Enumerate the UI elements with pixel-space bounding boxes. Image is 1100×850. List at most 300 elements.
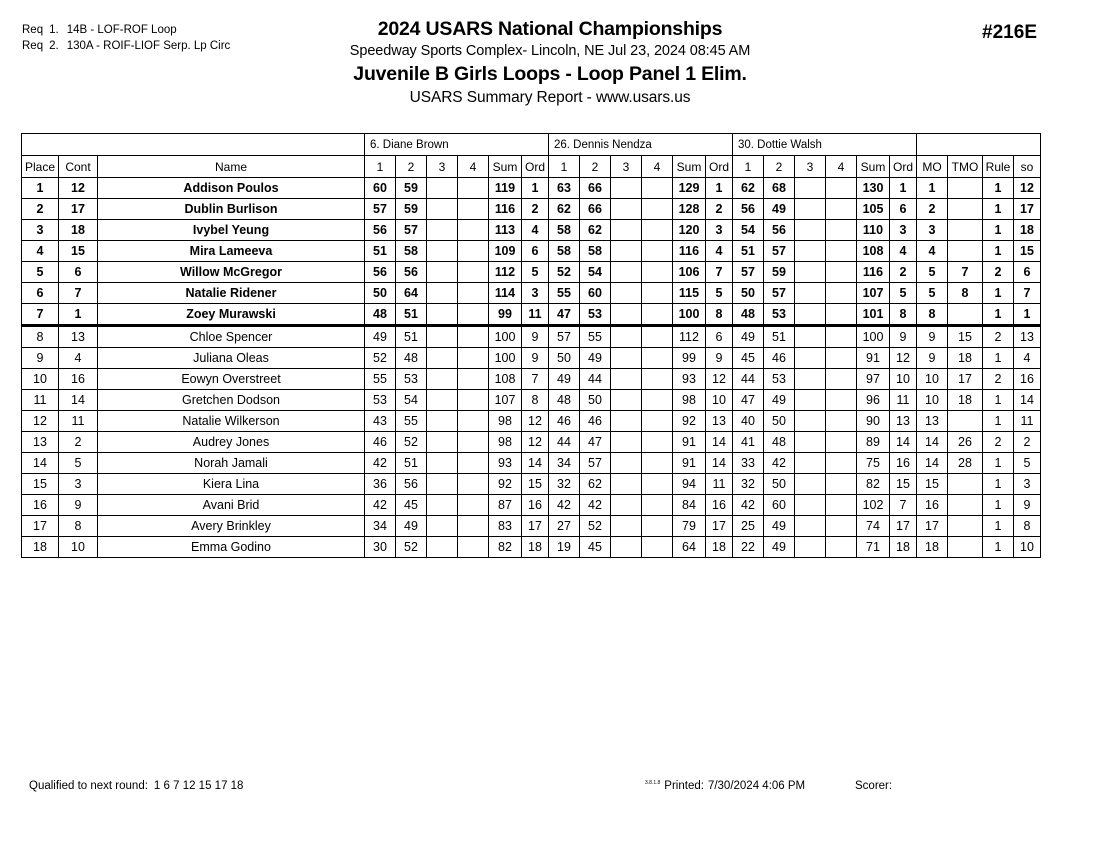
printed-timestamp: 7/30/2024 4:06 PM [707, 780, 806, 792]
cell-judge2-score2: 47 [580, 432, 611, 453]
header-score-4: 4 [458, 156, 489, 178]
cell-judge2-score3 [611, 241, 642, 262]
cell-rule: 1 [983, 516, 1014, 537]
cell-judge1-score2: 59 [396, 199, 427, 220]
cell-rule: 1 [983, 241, 1014, 262]
cell-mo: 13 [917, 411, 948, 432]
cell-judge1-score4 [458, 241, 489, 262]
cell-mo: 5 [917, 283, 948, 304]
cell-judge2-score4 [642, 220, 673, 241]
table-row[interactable] [22, 199, 1041, 220]
cell-judge2-score1: 19 [549, 537, 580, 558]
cell-name: Mira Lameeva [98, 241, 365, 262]
cell-judge3-score2: 46 [764, 348, 795, 369]
table-row[interactable] [22, 304, 1041, 326]
header-ord: Ord [706, 156, 733, 178]
cell-judge3-score3 [795, 241, 826, 262]
header-mo: MO [917, 156, 948, 178]
cell-tmo: 7 [948, 262, 983, 283]
cell-judge2-sum: 92 [673, 411, 706, 432]
cell-judge2-score1: 49 [549, 369, 580, 390]
cell-judge3-score1: 48 [733, 304, 764, 326]
cell-judge1-sum: 99 [489, 304, 522, 326]
cell-judge2-ord: 1 [706, 178, 733, 199]
cell-judge3-score3 [795, 262, 826, 283]
cell-judge3-score4 [826, 326, 857, 348]
cell-rule: 2 [983, 326, 1014, 348]
cell-judge3-score2: 57 [764, 283, 795, 304]
cell-judge3-sum: 71 [857, 537, 890, 558]
cell-judge1-score3 [427, 178, 458, 199]
cell-judge2-score2: 52 [580, 516, 611, 537]
header-sum: Sum [857, 156, 890, 178]
cell-place: 5 [22, 262, 59, 283]
cell-judge1-ord: 18 [522, 537, 549, 558]
cell-judge1-score2: 51 [396, 326, 427, 348]
cell-judge1-ord: 14 [522, 453, 549, 474]
cell-judge1-ord: 2 [522, 199, 549, 220]
cell-judge3-ord: 4 [890, 241, 917, 262]
cell-judge3-sum: 75 [857, 453, 890, 474]
cell-tmo: 18 [948, 348, 983, 369]
table-row[interactable] [22, 495, 1041, 516]
cell-cont: 12 [59, 178, 98, 199]
cell-judge3-score3 [795, 283, 826, 304]
cell-judge3-sum: 82 [857, 474, 890, 495]
cell-rule: 1 [983, 474, 1014, 495]
header-score-2: 2 [396, 156, 427, 178]
table-row[interactable] [22, 474, 1041, 495]
cell-judge3-score2: 50 [764, 474, 795, 495]
cell-judge1-score4 [458, 348, 489, 369]
cell-so: 8 [1014, 516, 1041, 537]
cell-judge1-score3 [427, 283, 458, 304]
cell-judge2-score2: 42 [580, 495, 611, 516]
table-row[interactable] [22, 326, 1041, 348]
cell-mo: 9 [917, 348, 948, 369]
cell-judge1-score1: 56 [365, 262, 396, 283]
cell-judge1-score1: 53 [365, 390, 396, 411]
cell-cont: 8 [59, 516, 98, 537]
cell-judge1-sum: 98 [489, 411, 522, 432]
cell-judge1-score3 [427, 411, 458, 432]
header-score-3: 3 [427, 156, 458, 178]
cell-judge1-ord: 1 [522, 178, 549, 199]
cell-judge3-sum: 130 [857, 178, 890, 199]
cell-judge2-score3 [611, 262, 642, 283]
cell-judge3-score1: 49 [733, 326, 764, 348]
cell-judge1-score3 [427, 453, 458, 474]
cell-cont: 10 [59, 537, 98, 558]
cell-judge1-sum: 98 [489, 432, 522, 453]
cell-judge3-sum: 105 [857, 199, 890, 220]
table-row[interactable] [22, 390, 1041, 411]
cell-judge2-score2: 66 [580, 199, 611, 220]
cell-judge1-ord: 9 [522, 326, 549, 348]
cell-judge1-score4 [458, 283, 489, 304]
cell-judge1-score2: 51 [396, 304, 427, 326]
cell-rule: 1 [983, 537, 1014, 558]
cell-mo: 1 [917, 178, 948, 199]
report-header [0, 18, 1100, 109]
cell-judge1-score3 [427, 537, 458, 558]
cell-so: 17 [1014, 199, 1041, 220]
cell-judge2-score3 [611, 411, 642, 432]
cell-judge2-sum: 129 [673, 178, 706, 199]
header-tmo: TMO [948, 156, 983, 178]
cell-judge2-ord: 10 [706, 390, 733, 411]
table-row[interactable] [22, 220, 1041, 241]
cell-judge3-sum: 96 [857, 390, 890, 411]
cell-tmo [948, 304, 983, 326]
cell-judge2-score4 [642, 348, 673, 369]
cell-judge2-ord: 16 [706, 495, 733, 516]
cell-judge3-score4 [826, 220, 857, 241]
cell-place: 16 [22, 495, 59, 516]
cell-judge3-score3 [795, 495, 826, 516]
cell-so: 4 [1014, 348, 1041, 369]
requirement-label: Req [22, 24, 44, 36]
cell-judge3-score4 [826, 262, 857, 283]
cell-judge1-score4 [458, 537, 489, 558]
cell-judge1-score1: 48 [365, 304, 396, 326]
cell-place: 11 [22, 390, 59, 411]
cell-judge2-ord: 2 [706, 199, 733, 220]
cell-judge1-score3 [427, 432, 458, 453]
cell-so: 18 [1014, 220, 1041, 241]
cell-judge1-score3 [427, 474, 458, 495]
cell-judge3-score3 [795, 326, 826, 348]
cell-judge2-score2: 58 [580, 241, 611, 262]
cell-judge1-score4 [458, 262, 489, 283]
cell-place: 6 [22, 283, 59, 304]
cell-mo: 18 [917, 537, 948, 558]
cell-rule: 1 [983, 411, 1014, 432]
cell-so: 10 [1014, 537, 1041, 558]
cell-judge1-sum: 114 [489, 283, 522, 304]
cell-place: 14 [22, 453, 59, 474]
cell-judge3-score4 [826, 199, 857, 220]
cell-judge2-ord: 6 [706, 326, 733, 348]
cell-judge3-score3 [795, 411, 826, 432]
cell-judge1-score1: 49 [365, 326, 396, 348]
cell-judge2-score1: 62 [549, 199, 580, 220]
table-row[interactable] [22, 369, 1041, 390]
cell-judge1-score4 [458, 411, 489, 432]
cell-judge3-score2: 49 [764, 537, 795, 558]
cell-judge1-score3 [427, 348, 458, 369]
cell-judge1-score1: 42 [365, 453, 396, 474]
header-score-3: 3 [795, 156, 826, 178]
cell-judge1-sum: 100 [489, 326, 522, 348]
cell-mo: 14 [917, 453, 948, 474]
cell-judge3-score1: 50 [733, 283, 764, 304]
cell-mo: 9 [917, 326, 948, 348]
cell-judge2-sum: 116 [673, 241, 706, 262]
cell-judge2-sum: 64 [673, 537, 706, 558]
cell-judge1-score1: 52 [365, 348, 396, 369]
cell-judge1-ord: 12 [522, 432, 549, 453]
cell-judge3-score1: 54 [733, 220, 764, 241]
cell-judge3-ord: 15 [890, 474, 917, 495]
cell-rule: 1 [983, 304, 1014, 326]
header-ord: Ord [522, 156, 549, 178]
cell-place: 2 [22, 199, 59, 220]
cell-judge1-sum: 82 [489, 537, 522, 558]
requirement-text: 14B - LOF-ROF Loop [66, 24, 177, 36]
cell-judge1-score4 [458, 220, 489, 241]
cell-judge2-score3 [611, 283, 642, 304]
table-row[interactable] [22, 178, 1041, 199]
cell-judge2-score1: 44 [549, 432, 580, 453]
cell-judge3-score3 [795, 220, 826, 241]
table-row[interactable] [22, 241, 1041, 262]
cell-judge3-ord: 14 [890, 432, 917, 453]
printed-label: Printed: [664, 780, 704, 792]
cell-judge1-score2: 52 [396, 537, 427, 558]
cell-judge1-score4 [458, 516, 489, 537]
cell-mo: 14 [917, 432, 948, 453]
cell-so: 2 [1014, 432, 1041, 453]
cell-rule: 1 [983, 199, 1014, 220]
cell-judge2-ord: 14 [706, 432, 733, 453]
header-score-4: 4 [642, 156, 673, 178]
cell-judge3-score3 [795, 390, 826, 411]
cell-name: Zoey Murawski [98, 304, 365, 326]
judge-row-spacer [22, 134, 365, 156]
cell-mo: 8 [917, 304, 948, 326]
cell-judge3-score4 [826, 537, 857, 558]
cell-tmo [948, 178, 983, 199]
cell-cont: 13 [59, 326, 98, 348]
cell-judge1-ord: 16 [522, 495, 549, 516]
cell-judge3-score1: 33 [733, 453, 764, 474]
cell-judge1-score2: 49 [396, 516, 427, 537]
table-row[interactable] [22, 537, 1041, 558]
table-row[interactable] [22, 411, 1041, 432]
cell-cont: 7 [59, 283, 98, 304]
cell-judge3-score3 [795, 537, 826, 558]
cell-judge1-score2: 54 [396, 390, 427, 411]
qualified-list: 1 6 7 12 15 17 18 [153, 780, 244, 792]
cell-judge3-score1: 32 [733, 474, 764, 495]
cell-judge2-score4 [642, 516, 673, 537]
cell-so: 1 [1014, 304, 1041, 326]
cell-rule: 1 [983, 453, 1014, 474]
cell-judge2-score4 [642, 537, 673, 558]
cell-place: 4 [22, 241, 59, 262]
cell-tmo [948, 220, 983, 241]
cell-judge2-score4 [642, 474, 673, 495]
cell-judge2-ord: 14 [706, 453, 733, 474]
cell-so: 3 [1014, 474, 1041, 495]
cell-judge2-score1: 34 [549, 453, 580, 474]
cell-judge2-score4 [642, 178, 673, 199]
table-row[interactable] [22, 432, 1041, 453]
cell-judge1-score2: 51 [396, 453, 427, 474]
cell-name: Audrey Jones [98, 432, 365, 453]
header-rule: Rule [983, 156, 1014, 178]
cell-judge3-sum: 74 [857, 516, 890, 537]
cell-name: Kiera Lina [98, 474, 365, 495]
cell-judge1-score3 [427, 390, 458, 411]
cell-judge3-score3 [795, 199, 826, 220]
header-name: Name [98, 156, 365, 178]
cell-judge2-score3 [611, 304, 642, 326]
cell-judge2-score1: 32 [549, 474, 580, 495]
requirement-number: 2. [49, 40, 59, 52]
cell-judge2-ord: 3 [706, 220, 733, 241]
cell-judge1-score3 [427, 495, 458, 516]
cell-judge3-ord: 11 [890, 390, 917, 411]
cell-tmo [948, 516, 983, 537]
cell-judge3-score1: 45 [733, 348, 764, 369]
cell-judge3-score3 [795, 516, 826, 537]
cell-name: Dublin Burlison [98, 199, 365, 220]
cell-judge3-score3 [795, 432, 826, 453]
cell-judge3-sum: 91 [857, 348, 890, 369]
table-row[interactable] [22, 453, 1041, 474]
cell-name: Gretchen Dodson [98, 390, 365, 411]
cell-judge2-ord: 5 [706, 283, 733, 304]
cell-rule: 1 [983, 283, 1014, 304]
cell-place: 7 [22, 304, 59, 326]
cell-judge3-score1: 57 [733, 262, 764, 283]
cell-name: Willow McGregor [98, 262, 365, 283]
cell-judge2-score1: 27 [549, 516, 580, 537]
cell-judge1-score2: 58 [396, 241, 427, 262]
cell-judge2-score2: 49 [580, 348, 611, 369]
cell-mo: 10 [917, 390, 948, 411]
cell-judge3-ord: 9 [890, 326, 917, 348]
cell-judge3-score1: 44 [733, 369, 764, 390]
cell-judge2-score1: 47 [549, 304, 580, 326]
table-row[interactable] [22, 283, 1041, 304]
cell-judge2-ord: 11 [706, 474, 733, 495]
judge-name: 26. Dennis Nendza [549, 134, 733, 156]
cell-judge2-score3 [611, 178, 642, 199]
header-score-1: 1 [365, 156, 396, 178]
cell-judge3-ord: 8 [890, 304, 917, 326]
cell-judge3-sum: 100 [857, 326, 890, 348]
table-row[interactable] [22, 516, 1041, 537]
cell-judge3-score2: 59 [764, 262, 795, 283]
requirement-label: Req [22, 40, 44, 52]
cell-judge1-score2: 52 [396, 432, 427, 453]
cell-judge2-ord: 9 [706, 348, 733, 369]
cell-place: 8 [22, 326, 59, 348]
division-title: Juvenile B Girls Loops - Loop Panel 1 Elim. [353, 63, 747, 85]
cell-judge3-score2: 49 [764, 516, 795, 537]
cell-judge3-score1: 51 [733, 241, 764, 262]
cell-judge2-score4 [642, 262, 673, 283]
cell-judge1-sum: 87 [489, 495, 522, 516]
cell-cont: 6 [59, 262, 98, 283]
cell-judge2-ord: 7 [706, 262, 733, 283]
cell-judge1-ord: 4 [522, 220, 549, 241]
cell-so: 12 [1014, 178, 1041, 199]
cell-judge1-sum: 107 [489, 390, 522, 411]
header-sum: Sum [489, 156, 522, 178]
report-subtitle: USARS Summary Report - www.usars.us [409, 89, 691, 106]
cell-judge1-sum: 92 [489, 474, 522, 495]
cell-judge3-score3 [795, 178, 826, 199]
table-row[interactable] [22, 348, 1041, 369]
cell-mo: 2 [917, 199, 948, 220]
cell-judge1-score2: 64 [396, 283, 427, 304]
cell-judge2-score4 [642, 411, 673, 432]
cell-judge2-score2: 44 [580, 369, 611, 390]
cell-judge2-score2: 50 [580, 390, 611, 411]
cell-judge3-ord: 10 [890, 369, 917, 390]
cell-judge1-score1: 34 [365, 516, 396, 537]
cell-judge3-ord: 18 [890, 537, 917, 558]
cell-rule: 1 [983, 178, 1014, 199]
table-row[interactable] [22, 262, 1041, 283]
cell-so: 6 [1014, 262, 1041, 283]
cell-judge2-sum: 128 [673, 199, 706, 220]
cell-judge2-score2: 45 [580, 537, 611, 558]
cell-judge3-score3 [795, 474, 826, 495]
cell-judge2-sum: 84 [673, 495, 706, 516]
cell-judge1-score2: 59 [396, 178, 427, 199]
cell-judge2-score4 [642, 369, 673, 390]
cell-judge3-score2: 48 [764, 432, 795, 453]
judge-name: 30. Dottie Walsh [733, 134, 917, 156]
cell-judge2-score1: 42 [549, 495, 580, 516]
qualified-note [29, 780, 243, 792]
cell-judge3-score4 [826, 304, 857, 326]
cell-judge2-score1: 50 [549, 348, 580, 369]
cell-judge1-sum: 113 [489, 220, 522, 241]
cell-tmo [948, 537, 983, 558]
cell-cont: 2 [59, 432, 98, 453]
cell-judge3-sum: 90 [857, 411, 890, 432]
cell-judge1-score4 [458, 326, 489, 348]
cell-judge3-score4 [826, 283, 857, 304]
cell-judge1-ord: 15 [522, 474, 549, 495]
cell-judge1-ord: 5 [522, 262, 549, 283]
cell-judge2-ord: 13 [706, 411, 733, 432]
cell-judge1-score4 [458, 199, 489, 220]
header-so: so [1014, 156, 1041, 178]
cell-name: Avani Brid [98, 495, 365, 516]
venue-datetime-line: Speedway Sports Complex- Lincoln, NE Jul 23, 2024 08:45 AM [349, 43, 751, 59]
cell-judge2-score4 [642, 495, 673, 516]
cell-tmo: 15 [948, 326, 983, 348]
cell-judge3-score4 [826, 453, 857, 474]
cell-name: Addison Poulos [98, 178, 365, 199]
cell-judge1-score1: 42 [365, 495, 396, 516]
cell-mo: 10 [917, 369, 948, 390]
cell-judge1-sum: 112 [489, 262, 522, 283]
cell-so: 15 [1014, 241, 1041, 262]
cell-judge3-sum: 107 [857, 283, 890, 304]
cell-tmo: 8 [948, 283, 983, 304]
cell-judge3-sum: 110 [857, 220, 890, 241]
cell-judge1-ord: 6 [522, 241, 549, 262]
cell-name: Ivybel Yeung [98, 220, 365, 241]
cell-judge3-score1: 56 [733, 199, 764, 220]
cell-judge1-score4 [458, 369, 489, 390]
cell-judge2-score2: 66 [580, 178, 611, 199]
cell-judge3-score3 [795, 304, 826, 326]
cell-judge1-score1: 51 [365, 241, 396, 262]
cell-judge2-sum: 115 [673, 283, 706, 304]
cell-judge3-ord: 5 [890, 283, 917, 304]
cell-cont: 17 [59, 199, 98, 220]
cell-judge3-score2: 53 [764, 369, 795, 390]
